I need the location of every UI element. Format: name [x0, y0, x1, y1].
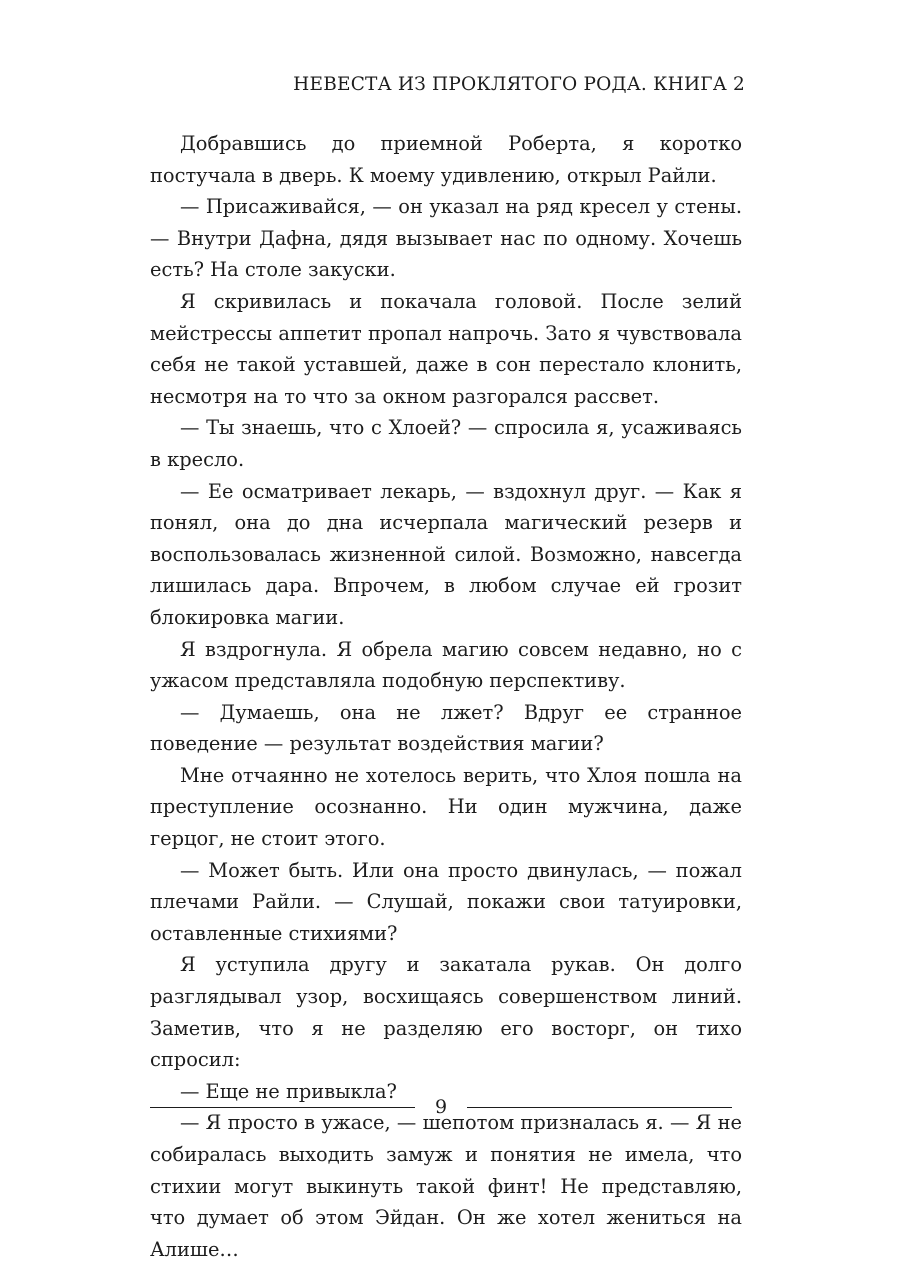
- paragraph-6: Я вздрогнула. Я обрела магию совсем недавно, но с ужасом представляла подобную перспективу.: [150, 637, 742, 693]
- paragraph-1: Добравшись до приемной Роберта, я коротко постучала в дверь. К моему удивлению, открыл Райли.: [150, 132, 742, 187]
- page-number: 9: [434, 1096, 448, 1118]
- paragraph-8: Мне отчаянно не хотелось верить, что Хлоя пошла на преступление осознанно. Ни один мужчина, даже герцог, не стоит этого.: [150, 763, 742, 851]
- footer-rule-right: [467, 1107, 732, 1108]
- paragraph-4: — Ты знаешь, что с Хлоей? — спросила я, усаживаясь в кресло.: [150, 416, 742, 471]
- paragraph-5: — Ее осматривает лекарь, — вздохнул друг. — Как я понял, она до дна исчерпала магический резерв и воспользовалась жизненной силой. Возможно, навсегда лишилась дара. Впрочем, в любом случае ей грозит блокировка магии.: [150, 479, 742, 629]
- paragraph-9: — Может быть. Или она просто двинулась, — пожал плечами Райли. — Слушай, покажи свои татуировки, оставленные стихиями?: [150, 858, 742, 945]
- paragraph-11: — Еще не привыкла?: [180, 1079, 397, 1103]
- footer-rule-left: [150, 1107, 415, 1108]
- running-header-title: НЕВЕСТА ИЗ ПРОКЛЯТОГО РОДА. КНИГА 2: [293, 74, 745, 95]
- paragraph-12: — Я просто в ужасе, — шепотом призналась я. — Я не собиралась выходить замуж и понятия не имела, что стихии могут выкинуть такой финт! Не представляю, что думает об этом Эйдан. Он же хотел жениться на Алише…: [150, 1111, 742, 1261]
- paragraph-2: — Присаживайся, — он указал на ряд кресел у стены. — Внутри Дафна, дядя вызывает нас по одному. Хочешь есть? На столе закуски.: [150, 195, 742, 282]
- paragraph-10: Я уступила другу и закатала рукав. Он долго разглядывал узор, восхищаясь совершенством линий. Заметив, что я не разделяю его восторг, он тихо спросил:: [150, 953, 742, 1072]
- paragraph-3: Я скривилась и покачала головой. После зелий мейстрессы аппетит пропал напрочь. Зато я чувствовала себя не такой уставшей, даже в сон перестало клонить, несмотря на то что за окном разгорался рассвет.: [150, 289, 742, 408]
- page-footer: [150, 1092, 732, 1122]
- paragraph-7: — Думаешь, она не лжет? Вдруг ее странное поведение — результат воздействия магии?: [150, 700, 742, 756]
